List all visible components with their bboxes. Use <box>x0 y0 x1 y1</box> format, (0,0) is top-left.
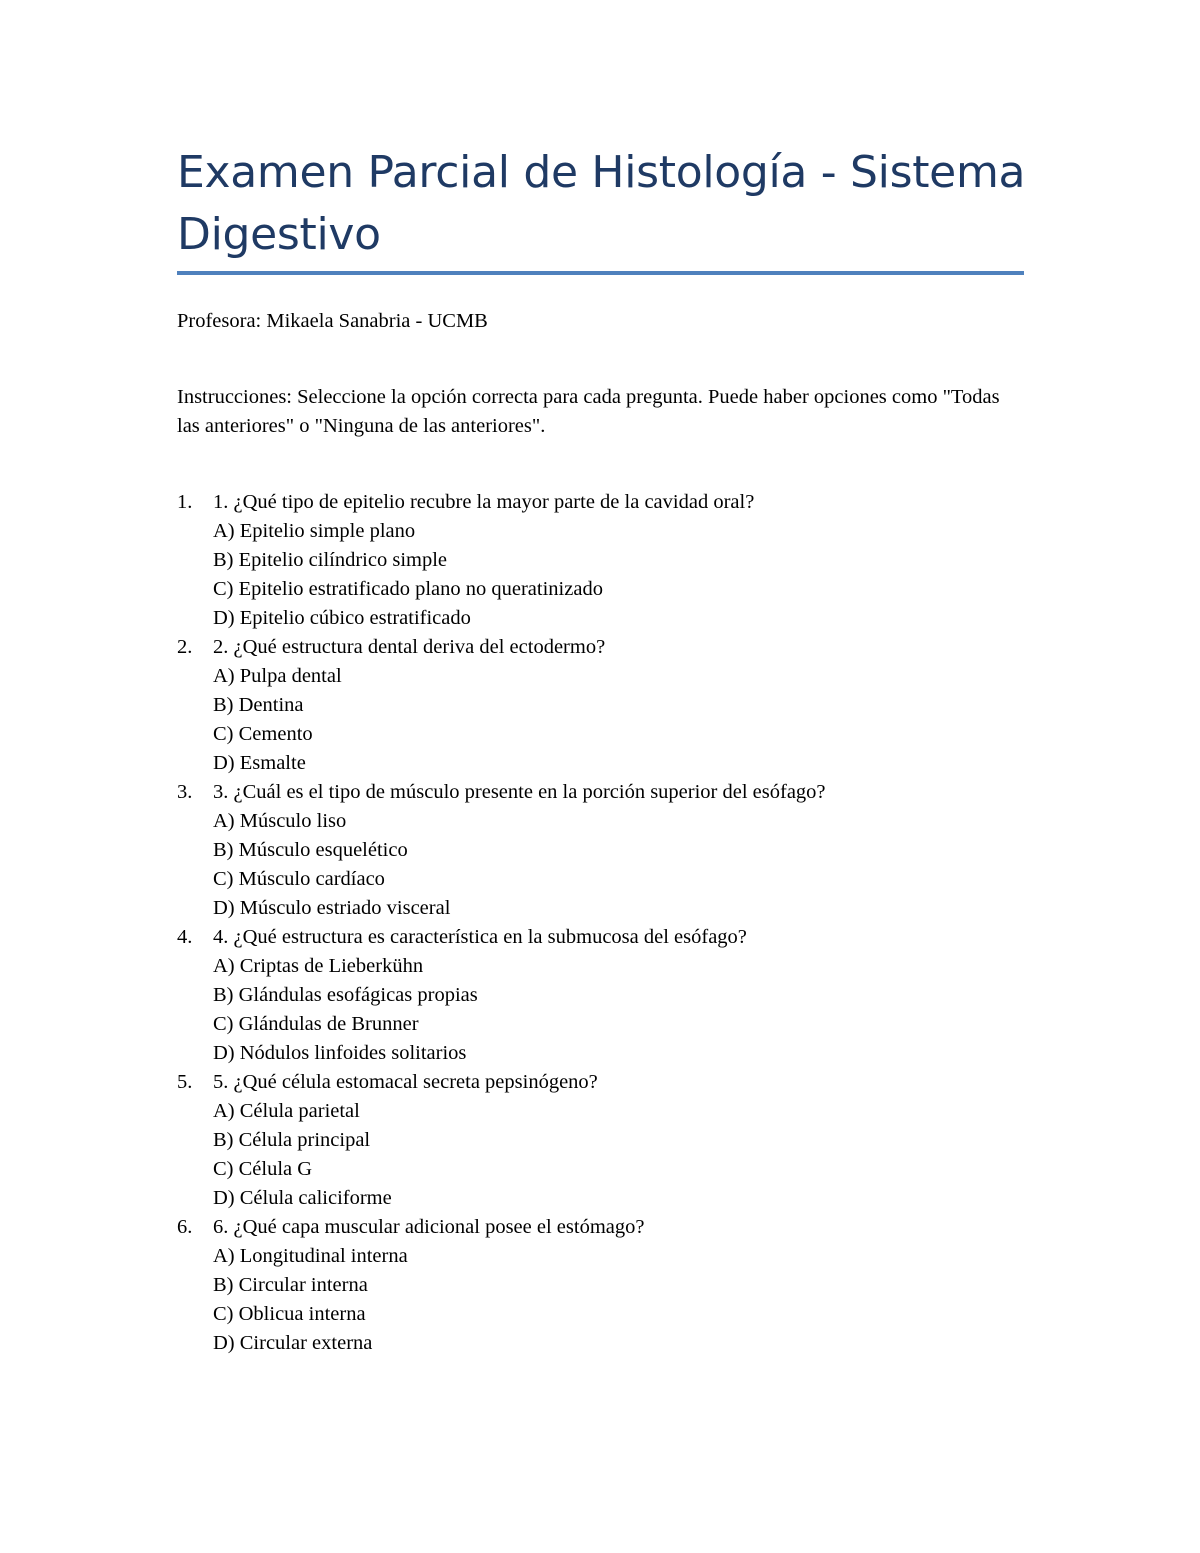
option-d: D) Nódulos linfoides solitarios <box>213 1042 467 1064</box>
question-number: 3. <box>177 781 193 803</box>
option-a: A) Longitudinal interna <box>213 1245 408 1267</box>
option-b: B) Dentina <box>213 694 304 716</box>
option-d: D) Circular externa <box>213 1332 373 1354</box>
option-b: B) Epitelio cilíndrico simple <box>213 549 447 571</box>
option-d: D) Músculo estriado visceral <box>213 897 451 919</box>
option-c: C) Músculo cardíaco <box>213 868 385 890</box>
question-text: 3. ¿Cuál es el tipo de músculo presente en la porción superior del esófago? <box>213 781 826 803</box>
question-text: 6. ¿Qué capa muscular adicional posee el estómago? <box>213 1216 645 1238</box>
option-c: C) Epitelio estratificado plano no queratinizado <box>213 578 603 600</box>
question-3 <box>177 778 1007 923</box>
question-text: 5. ¿Qué célula estomacal secreta pepsinógeno? <box>213 1071 598 1093</box>
question-1 <box>177 488 1007 633</box>
option-d: D) Esmalte <box>213 752 306 774</box>
option-b: B) Glándulas esofágicas propias <box>213 984 478 1006</box>
question-4 <box>177 923 1007 1068</box>
option-a: A) Criptas de Lieberkühn <box>213 955 424 977</box>
document-title: Examen Parcial de Histología - Sistema Digestivo <box>177 147 1026 260</box>
question-2 <box>177 633 1007 778</box>
question-number: 6. <box>177 1216 193 1238</box>
option-d: D) Epitelio cúbico estratificado <box>213 607 471 629</box>
option-b: B) Circular interna <box>213 1274 368 1296</box>
instructions-paragraph: Instrucciones: Seleccione la opción correcta para cada pregunta. Puede haber opciones como "Todas las anteriores" o "Ninguna de las anteriores". <box>177 386 1000 437</box>
question-number: 1. <box>177 491 193 513</box>
option-a: A) Epitelio simple plano <box>213 520 416 542</box>
option-b: B) Músculo esquelético <box>213 839 408 861</box>
option-c: C) Célula G <box>213 1158 313 1180</box>
question-number: 4. <box>177 926 193 948</box>
option-a: A) Célula parietal <box>213 1100 360 1122</box>
option-c: C) Oblicua interna <box>213 1303 366 1325</box>
option-d: D) Célula caliciforme <box>213 1187 392 1209</box>
professor-line: Profesora: Mikaela Sanabria - UCMB <box>177 310 488 332</box>
option-a: A) Pulpa dental <box>213 665 342 687</box>
question-6 <box>177 1213 1007 1358</box>
question-text: 2. ¿Qué estructura dental deriva del ectodermo? <box>213 636 606 658</box>
question-list <box>177 488 1007 1358</box>
question-text: 1. ¿Qué tipo de epitelio recubre la mayor parte de la cavidad oral? <box>213 491 755 513</box>
question-number: 2. <box>177 636 193 658</box>
title-underline <box>177 271 1024 275</box>
question-text: 4. ¿Qué estructura es característica en la submucosa del esófago? <box>213 926 747 948</box>
option-c: C) Glándulas de Brunner <box>213 1013 419 1035</box>
option-c: C) Cemento <box>213 723 313 745</box>
option-a: A) Músculo liso <box>213 810 347 832</box>
option-b: B) Célula principal <box>213 1129 371 1151</box>
question-5 <box>177 1068 1007 1213</box>
question-number: 5. <box>177 1071 193 1093</box>
